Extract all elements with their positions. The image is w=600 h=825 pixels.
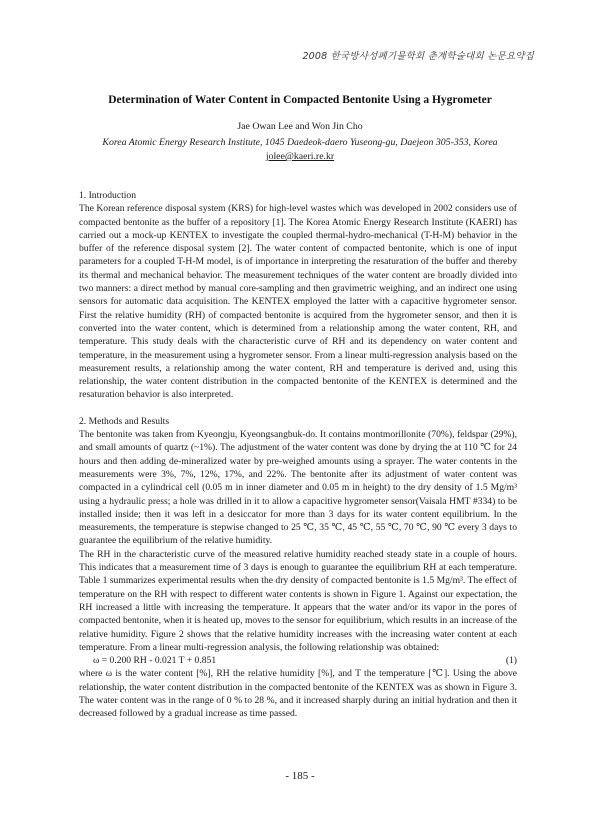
- author-email[interactable]: jolee@kaeri.re.kr: [265, 151, 335, 162]
- paper-title: Determination of Water Content in Compacted Bentonite Using a Hygrometer: [108, 94, 492, 106]
- section-heading-methods: 2. Methods and Results: [79, 415, 170, 427]
- paper-body: [79, 189, 517, 721]
- page-number: - 185 -: [285, 770, 315, 782]
- introduction-paragraph: The Korean reference disposal system (KRS) for high-level wastes which was developed in 2002 considers use of compacted bentonite as the buffer of a repository [1]. The Korea Atomic Energy Research Institute (KAERI) has carried out a mock-up KENTEX to investigate the coupled thermal-hydro-mechanical (T-H-M) behavior in the buffer of the reference disposal system [2]. The water content of compacted bentonite, which is one of input parameters for a coupled T-H-M model, is of importance in interpreting the resaturation of the buffer and thereby its thermal and mechanical behavior. The measurement techniques of the water content are broadly divided into two manners: a direct method by manual core-sampling and then gravimetric weighing, and an indirect one using sensors for automatic data acquisition. The KENTEX employed the latter with a capacitive hygrometer sensor. First the relative humidity (RH) of compacted bentonite is acquired from the hygrometer sensor, and then it is converted into the water content, which is determined from a relationship among the water content, RH, and temperature. This study deals with the characteristic curve of RH and its dependency on water content and temperature, in the measurement using a hygrometer sensor. From a linear multi-regression analysis based on the measurement results, a relationship among the water content, RH and temperature is derived and, using this relationship, the water content distribution in the compacted bentonite of the KENTEX is determined and the resaturation behavior is also interpreted.: [79, 203, 517, 401]
- methods-paragraph-2: The RH in the characteristic curve of the measured relative humidity reached steady state in a couple of hours. This indicates that a measurement time of 3 days is enough to guarantee the equilibrium RH at each temperature. Table 1 summarizes experimental results when the dry density of compacted bentonite is 1.5 Mg/m³. The effect of temperature on the RH with respect to different water contents is shown in Figure 1. Against our expectation, the RH increased a little with increasing the temperature. It appears that the water and/or its vapor in the pores of compacted bentonite, when it is heated up, moves to the sensor for equilibrium, which results in an increase of the relative humidity. Figure 2 shows that the relative humidity increases with the increasing water content at each temperature. From a linear multi-regression analysis, the following relationship was obtained:: [79, 548, 517, 653]
- methods-paragraph-3: where ω is the water content [%], RH the relative humidity [%], and T the temperature [℃]. Using the above relationship, the water content distribution in the compacted bentonite of the KENTEX was as shown in Figure 3. The water content was in the range of 0 % to 28 %, and it increased sharply during an initial hydration and then it decreased followed by a gradual increase as time passed.: [79, 668, 517, 720]
- equation-1: [79, 654, 517, 667]
- methods-paragraph-1: The bentonite was taken from Kyeongju, Kyeongsangbuk-do. It contains montmorillonite (70%), feldspar (29%), and small amounts of quartz (~1%). The adjustment of the water content was done by drying the at 110 ℃ for 24 hours and then adding de-mineralized water by pre-weighed amounts using a sprayer. The water contents in the measurements were 3%, 7%, 12%, 17%, and 22%. The bentonite after its adjustment of water content was compacted in a cylindrical cell (0.05 m in inner diameter and 0.05 m in height) to the dry density of 1.5 Mg/m³ using a hydraulic press; a hole was drilled in it to allow a capacitive hygrometer sensor(Vaisala HMT #334) to be installed inside; then it was left in a desiccator for more than 3 days for its water content equilibrium. In the measurements, the temperature is stepwise changed to 25 ℃, 35 ℃, 45 ℃, 55 ℃, 70 ℃, 90 ℃ every 3 days to guarantee the equilibrium of the relative humidity.: [79, 429, 517, 547]
- authors: Jae Owan Lee and Won Jin Cho: [237, 121, 363, 132]
- proceedings-header: 2008 한국방사성폐기물학회 춘계학술대회 논문요약집: [302, 51, 534, 62]
- affiliation: Korea Atomic Energy Research Institute, 1045 Daedeok-daero Yuseong-gu, Daejeon 305-353, Korea: [102, 137, 498, 148]
- section-heading-introduction: 1. Introduction: [79, 190, 137, 201]
- equation-number: (1): [505, 655, 517, 667]
- equation-text: ω = 0.200 RH - 0.021 T + 0.851: [93, 655, 217, 667]
